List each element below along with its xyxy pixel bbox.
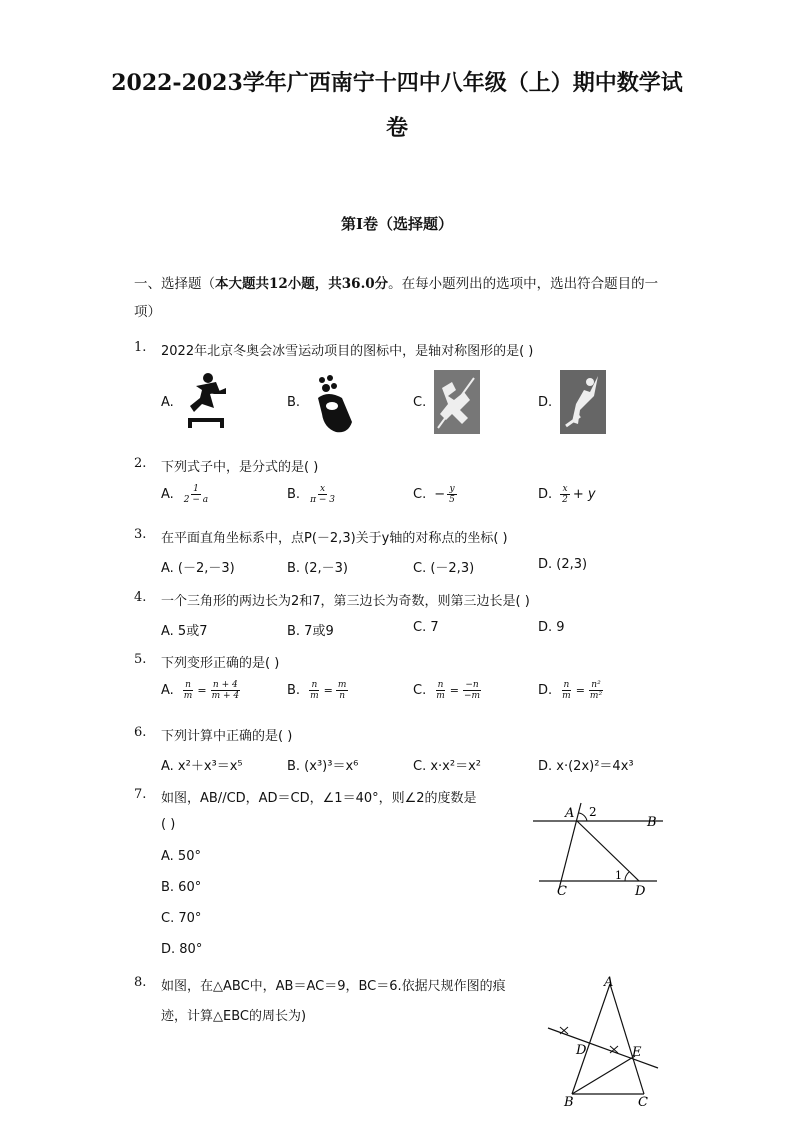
equals-sign: = (449, 684, 459, 697)
question-text: 2022年北京冬奥会冰雪运动项目的图标中，是轴对称图形的是( ) (161, 344, 534, 359)
denominator: 2 − a (183, 495, 209, 505)
page-title-line2: 卷 (385, 115, 408, 141)
q7-option-c: C. 70° (161, 911, 202, 926)
q2-option-b (287, 484, 337, 505)
denominator: m (436, 691, 445, 701)
fraction (182, 484, 210, 505)
snowboard-icon (560, 370, 606, 434)
option-label: D. (538, 394, 553, 410)
fraction (308, 484, 337, 505)
part-heading-prefix: 一、选择题（ (134, 276, 215, 292)
q8-figure (540, 972, 670, 1112)
numerator: m (337, 680, 347, 690)
equals-sign: = (197, 684, 207, 697)
numerator: n² (591, 680, 601, 690)
q4-option-b: B. 7或9 (287, 624, 334, 639)
q6-option-c: C. x·x²＝x² (413, 759, 481, 774)
fraction (588, 680, 604, 701)
question-text: 如图，AB//CD，AD＝CD，∠1＝40°，则∠2的度数是 (161, 791, 477, 806)
fraction (434, 680, 447, 701)
part-heading (134, 270, 664, 326)
q7-option-a: A. 50° (161, 849, 201, 864)
q5-option-d (538, 680, 604, 701)
option-label: B. (287, 683, 301, 698)
fraction (560, 484, 570, 505)
q7-figure (525, 795, 665, 905)
q2-option-a (161, 484, 210, 505)
denominator: n (339, 691, 345, 701)
question-number: 8. (134, 975, 147, 990)
q6-option-a: A. x²＋x³＝x⁵ (161, 759, 243, 774)
denominator: m (562, 691, 571, 701)
question-number: 5. (134, 652, 147, 667)
denominator: m (183, 691, 193, 701)
option-label: C. (413, 487, 427, 502)
q6-option-d: D. x·(2x)²＝4x³ (538, 759, 634, 774)
option-label: C. (413, 683, 427, 698)
question-text: 一个三角形的两边长为2和7，第三边长为奇数，则第三边长是( ) (161, 594, 530, 609)
q7-option-d: D. 80° (161, 942, 203, 957)
denominator: π − 3 (310, 495, 335, 505)
question-text-cont: ( ) (161, 817, 176, 832)
q3-option-b: B. (2,－3) (287, 561, 349, 576)
option-label: D. (538, 683, 553, 698)
label-e: E (632, 1045, 642, 1060)
option-label: B. (287, 487, 301, 502)
numerator: −n (465, 680, 479, 690)
denominator: m (310, 691, 319, 701)
fraction (210, 680, 242, 701)
page-title-line1: 2022-2023学年广西南宁十四中八年级（上）期中数学试 (111, 70, 683, 96)
question-number: 6. (134, 725, 147, 740)
numerator: n (563, 680, 570, 690)
fraction (336, 680, 349, 701)
label-b: B (647, 815, 657, 830)
q1-option-b (287, 370, 354, 434)
option-label: D. (538, 487, 553, 502)
q1-option-a (161, 370, 228, 434)
question-text: 如图，在△ABC中，AB＝AC＝9，BC＝6.依据尺规作图的痕 (161, 979, 506, 994)
q2-option-c (413, 484, 457, 505)
q4-option-a: A. 5或7 (161, 624, 208, 639)
q3-option-c: C. (－2,3) (413, 561, 475, 576)
numerator: n (437, 680, 444, 690)
denominator: m² (589, 691, 603, 701)
equals-sign: = (575, 684, 585, 697)
denominator: 2 (562, 495, 568, 505)
option-label: A. (161, 487, 174, 502)
numerator: n (185, 680, 191, 690)
q5-option-a (161, 680, 241, 701)
numerator: 1 (193, 484, 199, 494)
question-text: 下列式子中，是分式的是( ) (161, 460, 319, 475)
fraction (447, 484, 457, 505)
option-label: A. (161, 683, 174, 698)
section-title: 第I卷（选择题） (340, 215, 454, 233)
q1-option-c (413, 370, 480, 434)
q4-option-c: C. 7 (413, 620, 439, 635)
label-d: D (635, 884, 646, 899)
q2-option-d (538, 484, 596, 505)
speed-skating-icon (182, 370, 228, 434)
fraction (462, 680, 482, 701)
q3-option-a: A. (－2,－3) (161, 561, 235, 576)
label-d: D (576, 1043, 587, 1058)
q6-option-b: B. (x³)³＝x⁶ (287, 759, 359, 774)
question-number: 2. (134, 456, 147, 471)
equals-sign: = (323, 684, 333, 697)
option-label: A. (161, 394, 174, 410)
fraction (182, 680, 195, 701)
question-number: 7. (134, 787, 147, 802)
fraction (560, 680, 573, 701)
question-number: 4. (134, 590, 147, 605)
question-text: 下列计算中正确的是( ) (161, 729, 293, 744)
question-number: 3. (134, 527, 147, 542)
q4-option-d: D. 9 (538, 620, 565, 635)
label-c: C (557, 884, 567, 899)
numerator: n (311, 680, 318, 690)
plus-term: + y (572, 487, 596, 502)
numerator: x (562, 484, 568, 494)
label-angle1: 1 (615, 869, 622, 882)
question-text: 在平面直角坐标系中，点P(－2,3)关于y轴的对称点的坐标( ) (161, 531, 508, 546)
q1-option-d (538, 370, 606, 434)
q5-option-b (287, 680, 348, 701)
label-b: B (564, 1095, 574, 1110)
numerator: y (449, 484, 455, 494)
numerator: n + 4 (212, 680, 238, 690)
fraction (308, 680, 321, 701)
label-a: A (604, 975, 614, 990)
denominator: m + 4 (211, 691, 240, 701)
q7-option-b: B. 60° (161, 880, 202, 895)
ski-jump-icon (434, 370, 480, 434)
curling-icon (308, 370, 354, 434)
denominator: 5 (449, 495, 455, 505)
part-heading-suffix: 。在每小题列出的选项中，选出符合题目的一项） (134, 276, 659, 320)
option-label: B. (287, 394, 301, 410)
label-a: A (565, 806, 575, 821)
option-label: C. (413, 394, 427, 410)
question-text-cont: 迹，计算△EBC的周长为) (161, 1009, 307, 1024)
denominator: −m (463, 691, 481, 701)
question-text: 下列变形正确的是( ) (161, 656, 280, 671)
label-c: C (638, 1095, 648, 1110)
q3-option-d: D. (2,3) (538, 557, 588, 572)
numerator: x (319, 484, 326, 494)
question-number: 1. (134, 340, 147, 355)
minus-sign: − (434, 487, 446, 502)
part-heading-bold: 本大题共12小题，共36.0分 (215, 276, 389, 292)
q5-option-c (413, 680, 482, 701)
label-angle2: 2 (589, 805, 597, 819)
